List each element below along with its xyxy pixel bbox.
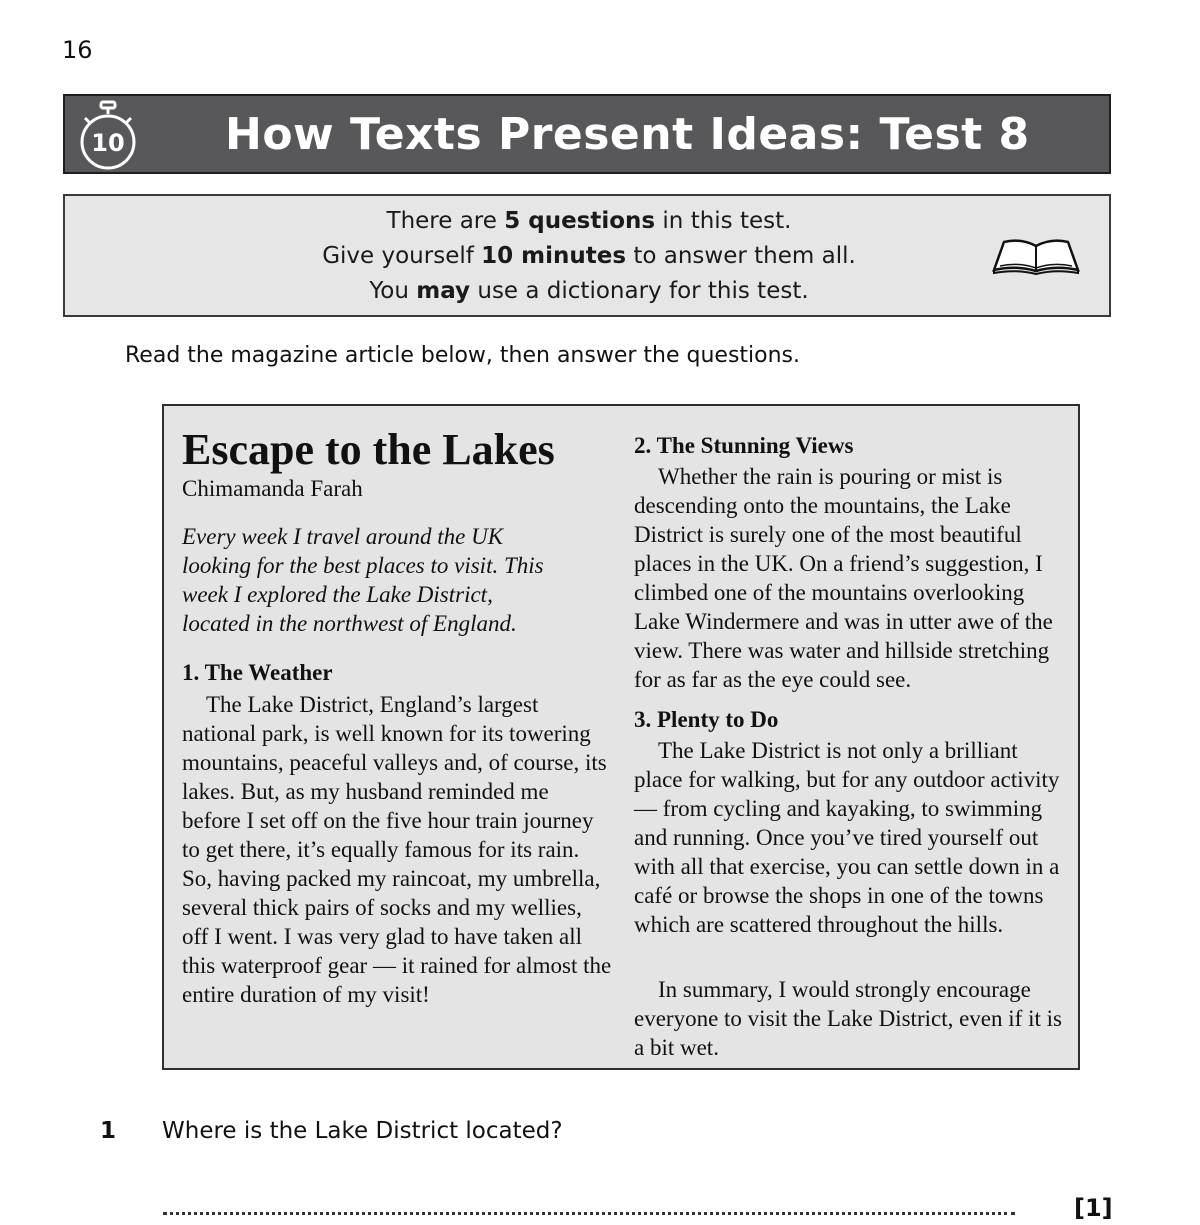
instruction-text: Read the magazine article below, then answer the questions. bbox=[125, 343, 801, 368]
open-book-icon bbox=[991, 236, 1081, 276]
article-intro: Every week I travel around the UK looking for the best places to visit. This week I explored the Lake District, located in the northwest of England. bbox=[182, 524, 544, 636]
page-number: 16 bbox=[62, 36, 93, 64]
question-text: Where is the Lake District located? bbox=[162, 1118, 563, 1144]
info-line-dictionary: You may use a dictionary for this test. bbox=[369, 278, 809, 304]
section-text-plenty: The Lake District is not only a brilliant place for walking, but for any outdoor activity — from cycling and kayaking, to swimming and running. Once you’ve tired yourself out with all that exercise, you can settle down in a café or browse the shops in one of the towns which are scattered throughout the hills. bbox=[634, 738, 1060, 937]
question-number: 1 bbox=[100, 1118, 117, 1144]
section-heading-views: 2. The Stunning Views bbox=[634, 433, 854, 458]
section-heading-plenty: 3. Plenty to Do bbox=[634, 707, 779, 732]
info-line-time: Give yourself 10 minutes to answer them all. bbox=[322, 243, 856, 269]
timer-label: 10 bbox=[91, 129, 125, 157]
section-text-views: Whether the rain is pouring or mist is descending onto the mountains, the Lake District is surely one of the most beautiful places in the UK. On a friend’s suggestion, I climbed one of the mountains overlooking Lake Windermere and was in utter awe of the view. There was water and hillside stretching for as far as the eye could see. bbox=[634, 464, 1053, 692]
article-author: Chimamanda Farah bbox=[182, 476, 363, 501]
info-line-questions: There are 5 questions in this test. bbox=[386, 208, 792, 234]
answer-line[interactable] bbox=[163, 1212, 1015, 1215]
page-title: How Texts Present Ideas: Test 8 bbox=[225, 109, 1030, 160]
section-heading-weather: 1. The Weather bbox=[182, 660, 333, 685]
mark-allocation: [1] bbox=[1074, 1194, 1113, 1222]
article-summary: In summary, I would strongly encourage everyone to visit the Lake District, even if it is a bit wet. bbox=[634, 977, 1062, 1060]
stopwatch-icon bbox=[77, 100, 139, 172]
title-banner bbox=[63, 94, 1111, 174]
test-info-box bbox=[63, 194, 1111, 317]
magazine-article bbox=[162, 404, 1080, 1070]
article-title: Escape to the Lakes bbox=[182, 425, 555, 474]
section-text-weather: The Lake District, England’s largest national park, is well known for its towering mountains, peaceful valleys and, of course, its lakes. But, as my husband reminded me before I set off on the five hour train journey to get there, it’s equally famous for its rain. So, having packed my raincoat, my umbrella, several thick pairs of socks and my wellies, off I went. I was very glad to have taken all this waterproof gear — it rained for almost the entire duration of my visit! bbox=[182, 692, 612, 1007]
